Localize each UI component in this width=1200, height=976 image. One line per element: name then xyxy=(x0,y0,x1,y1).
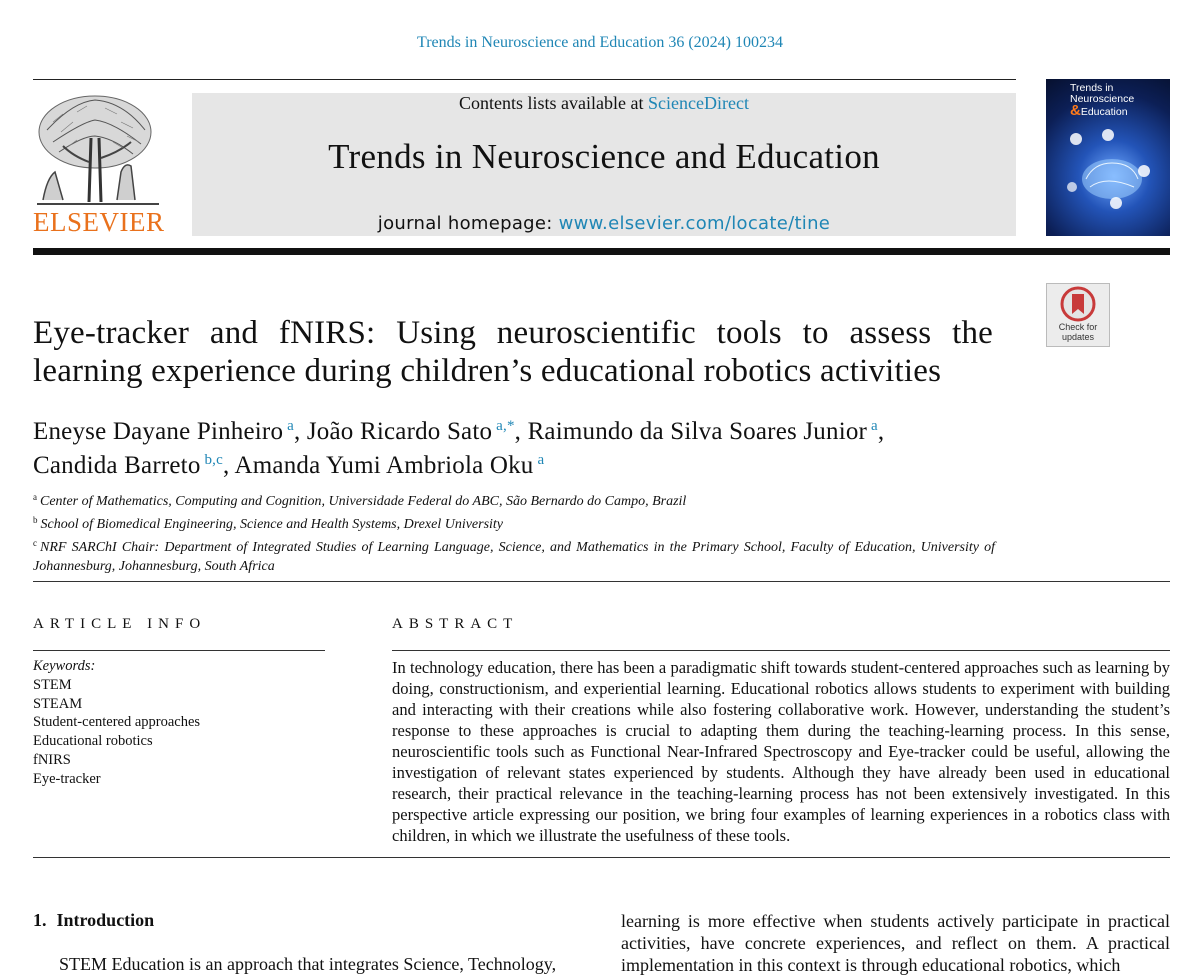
journal-citation[interactable]: Trends in Neuroscience and Education 36 (2024) 100234 xyxy=(417,34,783,51)
author-name[interactable]: João Ricardo Sato xyxy=(306,418,493,445)
abstract-bottom-rule xyxy=(33,857,1170,858)
check-updates-label: Check for updates xyxy=(1058,322,1098,342)
article-info-heading: ARTICLE INFO xyxy=(33,616,207,632)
header-thick-rule xyxy=(33,248,1170,255)
keyword-item: STEM xyxy=(33,676,72,693)
journal-cover[interactable] xyxy=(1046,79,1170,236)
introduction-left-column: STEM Education is an approach that integrates Science, Technology, xyxy=(59,954,557,974)
affiliation-item: $^c$ NRF SARChI Chair: Department of Integrated Studies of Learning Language, Science, and Mathematics in the Primary School, Faculty of Education, University of Johannesburg, Johannesburg, South Africa xyxy=(33,538,995,574)
keyword-item: Student-centered approaches xyxy=(33,714,201,731)
author-list: Eneyse Dayane Pinheiro $^a$, João Ricardo Sato $^{a,*}$, Raimundo da Silva Soares Junior $^a$, Candida Barreto $^{b,c}$, Amanda Yumi Ambriola Oku $^a$ xyxy=(33,418,885,479)
author-affiliation-mark[interactable]: a xyxy=(537,452,545,468)
brain-icon xyxy=(1046,79,1170,236)
homepage-link[interactable]: www.elsevier.com/locate/tine xyxy=(558,213,831,234)
affiliation-item: $^a$ Center of Mathematics, Computing and Cognition, Universidade Federal do ABC, São Bernardo do Campo, Brazil xyxy=(33,492,687,509)
publisher-wordmark: ELSEVIER xyxy=(33,207,165,237)
author-name[interactable]: Candida Barreto xyxy=(33,452,201,479)
introduction-heading xyxy=(33,910,154,931)
author-affiliation-mark[interactable]: a xyxy=(871,418,878,434)
introduction-right-column: learning is more effective when students actively participate in practical activities, have concrete experiences, and reflect on them. A practical implementation in this context is through educational robotics, which xyxy=(621,911,1170,975)
contents-line: Contents lists available at ScienceDirect xyxy=(459,93,749,113)
author-name[interactable]: Raimundo da Silva Soares Junior xyxy=(527,418,868,445)
author-affiliation-mark[interactable]: b,c xyxy=(204,452,223,468)
homepage-line: journal homepage: www.elsevier.com/locate/tine xyxy=(377,213,831,234)
section-title: Introduction xyxy=(56,910,155,930)
affiliations xyxy=(33,488,995,576)
article-info-rule xyxy=(33,650,325,651)
affiliation-item: $^b$ School of Biomedical Engineering, Science and Health Systems, Drexel University xyxy=(33,515,504,532)
section-divider xyxy=(33,581,1170,582)
check-for-updates-button[interactable] xyxy=(1046,283,1110,347)
elsevier-logo[interactable] xyxy=(33,92,163,238)
keyword-item: Eye-tracker xyxy=(33,770,101,787)
header-top-rule xyxy=(33,79,1016,80)
abstract-text: In technology education, there has been a paradigmatic shift towards student-centered approaches such as learning by doing, constructionism, and experiential learning. Educational robotics allows students to experiment with building and interacting with their creations while also fostering collaborative work. However, understanding the student’s response to these approaches is crucial to adapting them during the teaching-learning process. In this sense, neuroscientific tools such as Functional Near-Infrared Spectroscopy and Eye-tracker could be useful, allowing the investigation of relevant states experienced by students. Although they have already been used in educational research, their practical relevance in the teaching-learning process has not been extensively investigated. In this perspective article expressing our position, we bring four examples of learning experiences in a robotics class with children, in which we illustrate the usefulness of these tools. xyxy=(392,658,1170,845)
section-number: 1. xyxy=(33,910,47,930)
journal-title: Trends in Neuroscience and Education xyxy=(328,137,880,176)
keyword-item: STEAM xyxy=(33,695,83,712)
abstract-heading: ABSTRACT xyxy=(392,616,519,632)
elsevier-tree-icon xyxy=(33,92,163,212)
keywords-block xyxy=(33,657,333,789)
keyword-item: fNIRS xyxy=(33,751,71,768)
author-name[interactable]: Amanda Yumi Ambriola Oku xyxy=(234,452,534,479)
author-affiliation-mark[interactable]: a,* xyxy=(496,418,515,434)
cover-title: Trends in Neuroscience &Education xyxy=(1070,82,1135,119)
author-affiliation-mark[interactable]: a xyxy=(287,418,294,434)
article-title: Eye-tracker and fNIRS: Using neuroscientific tools to assess the learning experience during children’s educational robotics activities xyxy=(33,315,993,389)
journal-banner xyxy=(192,93,1016,236)
author-name[interactable]: Eneyse Dayane Pinheiro xyxy=(33,418,284,445)
sciencedirect-link[interactable]: ScienceDirect xyxy=(648,93,749,113)
bookmark-ribbon-icon xyxy=(1047,284,1109,324)
abstract-rule xyxy=(392,650,1170,651)
keyword-item: Educational robotics xyxy=(33,733,153,750)
keywords-label: Keywords: xyxy=(33,658,96,674)
